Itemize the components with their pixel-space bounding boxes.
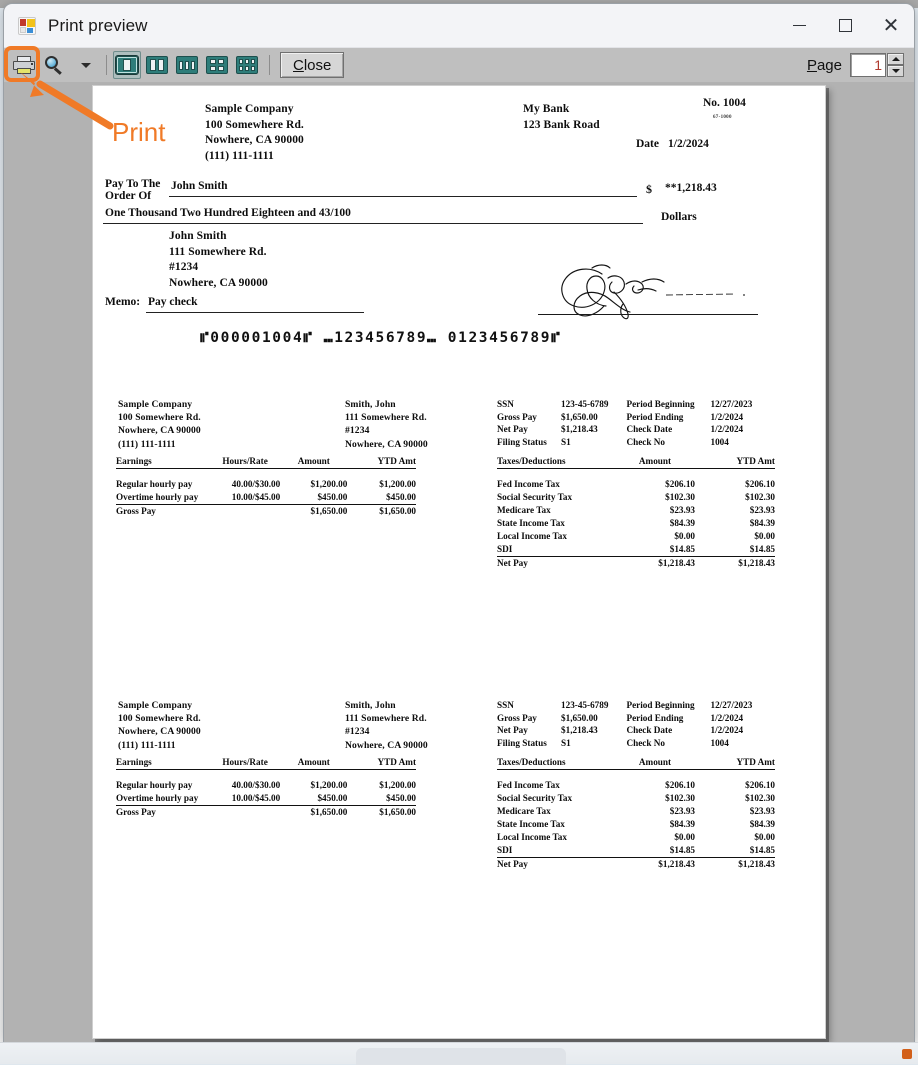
page-navigation (807, 53, 908, 77)
table-row: Social Security Tax $102.30 $102.30 (497, 492, 775, 502)
stub2-taxes-table (497, 757, 775, 871)
table-total-row: Gross Pay $1,650.00 $1,650.00 (116, 506, 417, 516)
stub2-employer-name: Sample Company (118, 700, 193, 711)
stub1-employer-street: 100 Somewhere Rd. (118, 412, 201, 424)
payee-address-city: Nowhere, CA 90000 (169, 276, 268, 289)
check-document (93, 86, 827, 1040)
close-window-button[interactable] (868, 4, 914, 48)
preview-scroll-area[interactable] (4, 82, 914, 1042)
signature-rule (538, 314, 758, 315)
payee-address-street: 111 Somewhere Rd. (169, 245, 267, 258)
page-label-rest: age (816, 56, 842, 74)
stub1-employee-street: 111 Somewhere Rd. (345, 412, 427, 424)
payee-rule (169, 196, 637, 197)
preview-toolbar (4, 48, 914, 82)
close-button-label: lose (303, 56, 332, 74)
info-row: Check Date 1/2/2024 (626, 725, 744, 736)
minimize-button[interactable] (776, 4, 822, 48)
stub2-employer-street: 100 Somewhere Rd. (118, 713, 201, 725)
stub2-employee-name: Smith, John (345, 700, 396, 711)
page-number-stepper[interactable] (887, 53, 904, 77)
stub2-employer-phone: (111) 111-1111 (118, 739, 176, 751)
taskbar-window-chip[interactable] (356, 1048, 566, 1065)
bank-block (523, 102, 600, 133)
memo-label: Memo: (105, 296, 141, 308)
table-row: SDI $14.85 $14.85 (497, 845, 775, 855)
arrow-down-icon (892, 69, 900, 73)
layout-two-pages-button[interactable] (143, 51, 171, 79)
table-header: Earnings Hours/Rate Amount YTD Amt (116, 757, 416, 770)
dollars-label: Dollars (661, 211, 697, 223)
info-row: Period Beginning 12/27/2023 (626, 399, 753, 409)
layout-six-pages-button[interactable] (233, 51, 261, 79)
print-preview-window (4, 4, 914, 1042)
info-row: Net Pay $1,218.43 (497, 725, 598, 736)
amount-in-words: One Thousand Two Hundred Eighteen and 43/100 (105, 207, 351, 219)
info-row: Period Ending 1/2/2024 (626, 712, 744, 723)
payee-address-name: John Smith (169, 230, 227, 242)
payee-name: John Smith (171, 180, 228, 192)
payer-phone: (111) 111-1111 (205, 149, 274, 162)
date-label: Date (636, 138, 659, 150)
dollar-sign: $ (646, 182, 652, 196)
window-controls (776, 4, 914, 48)
maximize-icon (839, 19, 852, 32)
layout-four-pages-button[interactable] (203, 51, 231, 79)
payee-address-block (169, 229, 268, 291)
chevron-down-icon (81, 63, 91, 68)
three-pages-icon (176, 56, 198, 74)
stub1-employee-name: Smith, John (345, 399, 396, 410)
stub1-employee-unit: #1234 (345, 425, 370, 437)
stub2-employee-city: Nowhere, CA 90000 (345, 739, 428, 751)
payer-street: 100 Somewhere Rd. (205, 118, 304, 131)
stub1-earnings-table (116, 456, 416, 518)
table-header: Taxes/Deductions Amount YTD Amt (497, 456, 775, 469)
pay-to-line-1: Pay To The (105, 178, 161, 190)
print-button[interactable] (10, 51, 38, 79)
stub2-employer-block (118, 699, 201, 752)
date-value: 1/2/2024 (668, 138, 709, 150)
payer-company-block (205, 102, 304, 164)
page-step-up-button[interactable] (887, 53, 904, 65)
close-preview-button[interactable] (280, 52, 344, 78)
taskbar (0, 1042, 918, 1064)
magnifier-icon (44, 56, 64, 74)
info-row: Gross Pay $1,650.00 (497, 411, 598, 422)
amount-words-rule (103, 223, 643, 224)
info-row: Filing Status S1 (497, 436, 571, 447)
table-row: Overtime hourly pay 10.00/$45.00 $450.00 $450.00 (116, 793, 417, 803)
memo-rule (146, 312, 364, 313)
stub2-info-right (626, 699, 752, 749)
page-label-mnemonic: P (806, 56, 817, 74)
annotation-label: Print (112, 117, 166, 147)
stub2-employer-city: Nowhere, CA 90000 (118, 726, 201, 738)
table-row: Medicare Tax $23.93 $23.93 (497, 806, 775, 816)
minimize-icon (793, 25, 806, 26)
stub1-employer-phone: (111) 111-1111 (118, 438, 176, 450)
stub1-employee-city: Nowhere, CA 90000 (345, 438, 428, 450)
six-pages-icon (236, 56, 258, 74)
stub1-employee-block (345, 398, 428, 451)
preview-page (92, 85, 826, 1039)
stub2-employee-block (345, 699, 428, 752)
table-header: Earnings Hours/Rate Amount YTD Amt (116, 456, 416, 469)
info-row: Check No 1004 (626, 436, 729, 447)
micr-line: ⑈000001004⑈ ⑉123456789⑉ 0123456789⑈ (200, 330, 562, 346)
close-button-mnemonic: C (293, 56, 304, 74)
check-number-value: 1004 (722, 97, 746, 109)
info-row: Check No 1004 (626, 737, 729, 748)
table-row: Medicare Tax $23.93 $23.93 (497, 505, 775, 515)
table-row: State Income Tax $84.39 $84.39 (497, 518, 775, 528)
printer-icon (13, 56, 35, 74)
table-row: Overtime hourly pay 10.00/$45.00 $450.00 $450.00 (116, 492, 417, 502)
table-header: Taxes/Deductions Amount YTD Amt (497, 757, 775, 770)
app-window-icon (18, 17, 36, 35)
check-number-label: No. (703, 97, 720, 109)
table-row: Fed Income Tax $206.10 $206.10 (497, 479, 775, 489)
layout-one-page-button[interactable] (113, 51, 141, 79)
title-bar (4, 4, 914, 48)
table-total-row: Net Pay $1,218.43 $1,218.43 (497, 859, 775, 869)
routing-fraction: 67-1000 (713, 115, 732, 120)
table-row: Social Security Tax $102.30 $102.30 (497, 793, 775, 803)
stub2-earnings-table (116, 757, 416, 819)
toolbar-divider-2 (269, 55, 270, 75)
payer-company-name: Sample Company (205, 103, 294, 115)
pay-to-line-2: Order Of (105, 190, 152, 203)
signature-image (538, 262, 766, 322)
page-label (807, 57, 842, 74)
info-row: SSN 123-45-6789 (497, 399, 609, 409)
stub2-employee-unit: #1234 (345, 726, 370, 738)
table-row: Local Income Tax $0.00 $0.00 (497, 531, 775, 541)
stub1-info-right (626, 398, 752, 448)
info-row: Filing Status S1 (497, 737, 571, 748)
stub1-employer-name: Sample Company (118, 399, 193, 410)
stub1-employer-city: Nowhere, CA 90000 (118, 425, 201, 437)
table-total-row: Gross Pay $1,650.00 $1,650.00 (116, 807, 417, 817)
stub1-info-left (497, 398, 608, 448)
info-row: SSN 123-45-6789 (497, 700, 609, 710)
close-icon: ✕ (882, 14, 900, 37)
stub1-info-columns (497, 398, 752, 448)
taskbar-tray-icon[interactable] (902, 1049, 912, 1059)
table-total-row: Net Pay $1,218.43 $1,218.43 (497, 558, 775, 568)
four-pages-icon (206, 56, 228, 74)
stub2-info-left (497, 699, 608, 749)
stub2-employee-street: 111 Somewhere Rd. (345, 713, 427, 725)
table-row: SDI $14.85 $14.85 (497, 544, 775, 554)
zoom-dropdown-button[interactable] (70, 51, 98, 79)
one-page-icon (116, 56, 138, 74)
info-row: Gross Pay $1,650.00 (497, 712, 598, 723)
toolbar-divider-1 (106, 55, 107, 75)
zoom-button[interactable] (40, 51, 68, 79)
stub2-info-columns (497, 699, 752, 749)
info-row: Check Date 1/2/2024 (626, 424, 744, 435)
table-row: Regular hourly pay 40.00/$30.00 $1,200.00 $1,200.00 (116, 479, 417, 489)
payer-city-state-zip: Nowhere, CA 90000 (205, 134, 304, 146)
bank-name: My Bank (523, 103, 570, 115)
table-row: Regular hourly pay 40.00/$30.00 $1,200.00 $1,200.00 (116, 780, 417, 790)
page-step-down-button[interactable] (887, 65, 904, 77)
info-row: Period Ending 1/2/2024 (626, 411, 744, 422)
info-row: Period Beginning 12/27/2023 (626, 700, 753, 710)
table-row: Local Income Tax $0.00 $0.00 (497, 832, 775, 842)
payee-address-unit: #1234 (169, 261, 199, 273)
window-title: Print preview (48, 15, 148, 35)
maximize-button[interactable] (822, 4, 868, 48)
stub1-employer-block (118, 398, 201, 451)
date-row (636, 138, 709, 150)
two-pages-icon (146, 56, 168, 74)
check-number-block (703, 97, 746, 109)
arrow-up-icon (892, 57, 900, 61)
info-row: Net Pay $1,218.43 (497, 424, 598, 435)
pay-to-the-order-of-label (105, 178, 160, 203)
stub1-taxes-table (497, 456, 775, 570)
amount-numeric: **1,218.43 (665, 182, 717, 194)
layout-three-pages-button[interactable] (173, 51, 201, 79)
table-row: State Income Tax $84.39 $84.39 (497, 819, 775, 829)
memo-value: Pay check (148, 296, 198, 308)
table-row: Fed Income Tax $206.10 $206.10 (497, 780, 775, 790)
page-number-input[interactable]: 1 (850, 53, 886, 77)
bank-address: 123 Bank Road (523, 118, 600, 131)
